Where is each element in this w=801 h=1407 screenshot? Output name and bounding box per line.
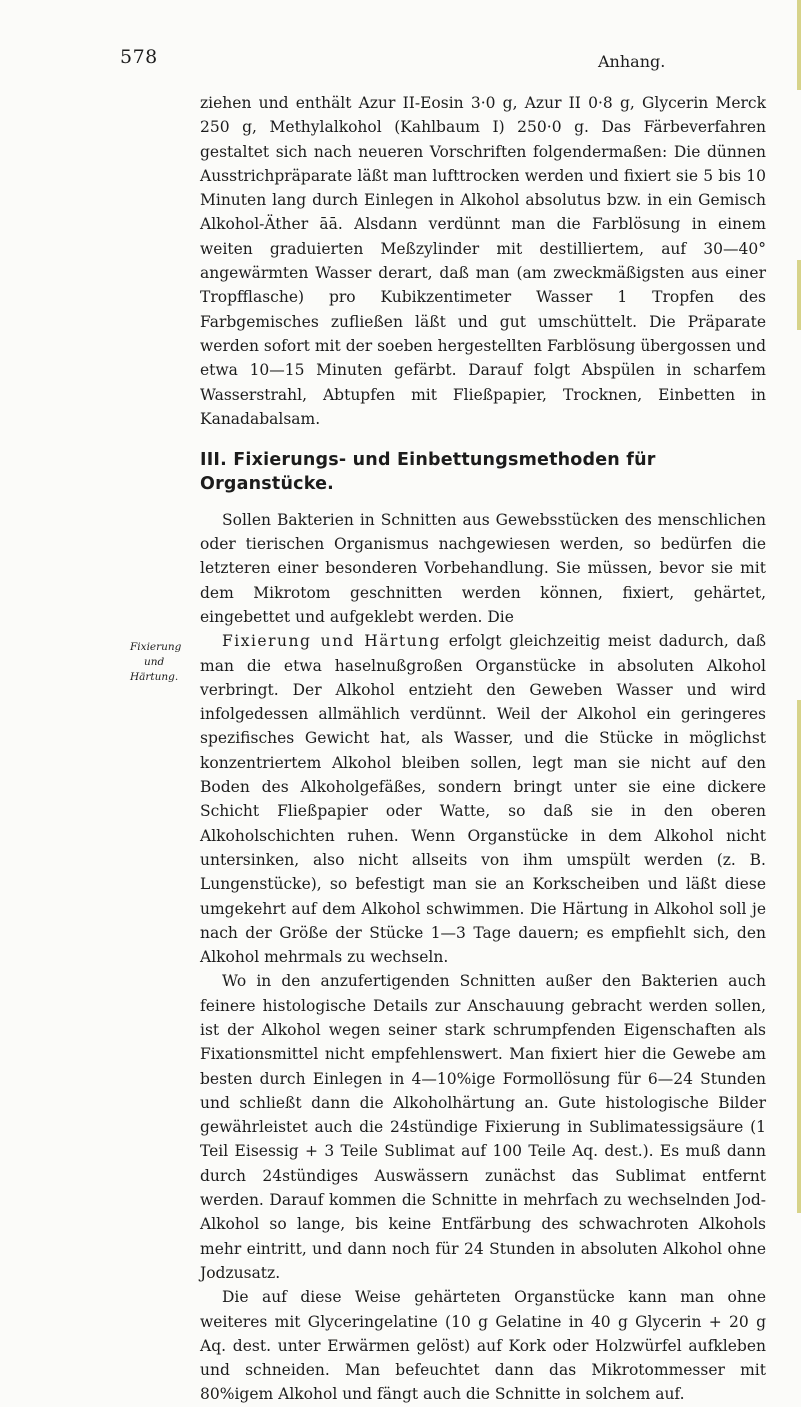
paragraph-fixation-hardening [200, 629, 766, 969]
running-title: Anhang. [598, 52, 666, 71]
paragraph-intro-fixation: Sollen Bakterien in Schnitten aus Gewebsstücken des menschlichen oder tierischen Organismus nachgewiesen werden, so bedürfen die letzteren einer besonderen Vorbehandlung. Sie müssen, bevor sie mit dem Mikrotom geschnitten werden können, fixiert, gehärtet, eingebettet und aufgeklebt werden. Die [200, 510, 766, 626]
body-text [200, 91, 766, 1407]
page-edge-tint-bottom [797, 700, 801, 1213]
spaced-term-fixierung-haertung: Fixierung und Härtung [222, 632, 441, 651]
margin-note-line-3: Härtung. [130, 671, 179, 683]
page-edge-tint-middle [797, 260, 801, 330]
paragraph-formol-sublimate: Wo in den anzufertigenden Schnitten außer den Bakterien auch feinere histologische Details zur Anschauung gebracht werden sollen, ist der Alkohol wegen seiner stark schrumpfenden Eigenschaften als Fixationsmittel nicht empfehlenswert. Man fixiert hier die Gewebe am besten durch Einlegen in 4—10%ige Formollösung für 6—24 Stunden und schließt dann die Alkoholhärtung an. Gute histologische Bilder gewährleistet auch die 24stündige Fixierung in Sublimatessigsäure (1 Teil Eisessig + 3 Teile Sublimat auf 100 Teile Aq. dest.). Es muß dann durch 24stündiges Auswässern zunächst das Sublimat entfernt werden. Darauf kommen die Schnitte in mehrfach zu wechselnden Jod-Alkohol so lange, bis keine Entfärbung des schwachroten Alkohols mehr eintritt, und dann noch für 24 Stunden in absoluten Alkohol ohne Jodzusatz. [200, 972, 766, 1282]
page-edge-tint-top [797, 0, 801, 90]
paragraph-fixation-text: erfolgt gleichzeitig meist dadurch, daß man die etwa haselnußgroßen Organstücke in absoluten Alkohol verbringt. Der Alkohol entzieht den Geweben Wasser und wird infolgedessen allmählich verdünnt. Weil der Alkohol ein geringeres spezifisches Gewicht hat, als Wasser, und die Stücke in möglichst konzentriertem Alkohol bleiben sollen, legt man sie nicht auf den Boden des Alkoholgefäßes, sondern bringt unter sie eine dickere Schicht Fließpapier oder Watte, so daß sie in den oberen Alkoholschichten ruhen. Wenn Organstücke in dem Alkohol nicht untersinken, also nicht allseits von ihm umspült werden (z. B. Lungenstücke), so befestigt man sie an Korkscheiben und läßt diese umgekehrt auf dem Alkohol schwimmen. Die Härtung in Alkohol soll je nach der Größe der Stücke 1—3 Tage dauern; es empfiehlt sich, den Alkohol mehrmals zu wechseln. [200, 632, 766, 967]
margin-note-line-2: und [144, 656, 165, 668]
margin-note-line-1: Fixierung [130, 641, 182, 653]
margin-note [130, 640, 195, 685]
section-heading: III. Fixierungs- und Einbettungsmethoden für Organstücke. [200, 450, 656, 495]
page-number: 578 [120, 46, 158, 68]
paragraph-glycerin-gelatine: Die auf diese Weise gehärteten Organstücke kann man ohne weiteres mit Glyceringelatine (10 g Gelatine in 40 g Glycerin + 20 g Aq. dest. unter Erwärmen gelöst) auf Kork oder Holzwürfel aufkleben und schneiden. Man befeuchtet dann das Mikrotommesser mit 80%igem Alkohol und fängt auch die Schnitte in solchem auf. [200, 1288, 766, 1404]
paragraph-staining-procedure: ziehen und enthält Azur II-Eosin 3·0 g, Azur II 0·8 g, Glycerin Merck 250 g, Methylalkohol (Kahlbaum I) 250·0 g. Das Färbeverfahren gestaltet sich nach neueren Vorschriften folgendermaßen: Die dünnen Ausstrichpräparate läßt man lufttrocken werden und fixiert sie 5 bis 10 Minuten lang durch Einlegen in Alkohol absolutus bzw. in ein Gemisch Alkohol-Äther āā. Alsdann verdünnt man die Farblösung in einem weiten graduierten Meßzylinder mit destilliertem, auf 30—40° angewärmten Wasser derart, daß man (am zweckmäßigsten aus einer Tropfflasche) pro Kubikzentimeter Wasser 1 Tropfen des Farbgemisches zufließen läßt und gut umschüttelt. Die Präparate werden sofort mit der soeben hergestellten Farblösung übergossen und etwa 10—15 Minuten gefärbt. Darauf folgt Abspülen in scharfem Wasserstrahl, Abtupfen mit Fließpapier, Trocknen, Einbetten in Kanadabalsam. [200, 94, 766, 428]
